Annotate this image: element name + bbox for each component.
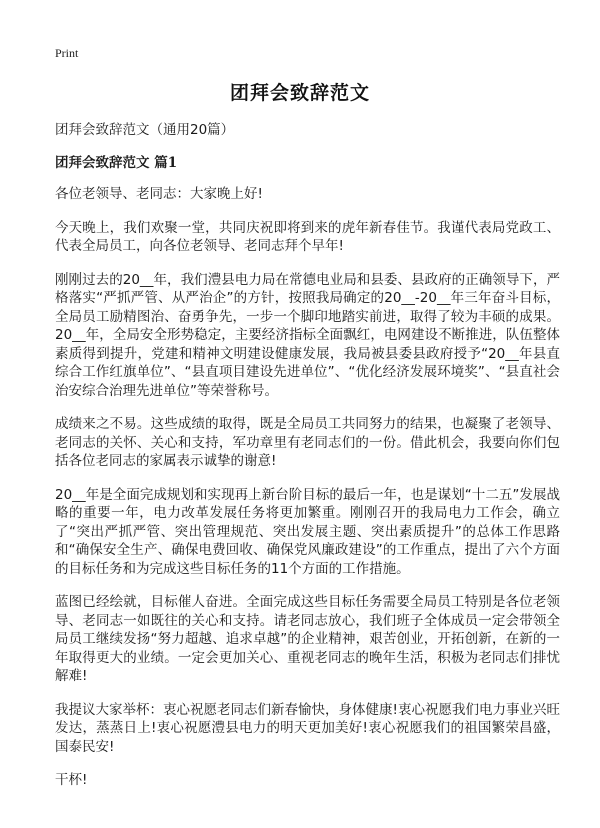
- article-subtitle: 团拜会致辞范文（通用20篇）: [55, 122, 235, 138]
- paragraph-toast: 我提议大家举杯：衷心祝愿老同志们新春愉快，身体健康!衷心祝愿我们电力事业兴旺发达，蒸蒸日上!衷心祝愿澧县电力的明天更加美好!衷心祝愿我们的祖国繁荣昌盛，国泰民安!: [55, 701, 560, 755]
- paragraph-plans: 20__年是全面完成规划和实现再上新台阶目标的最后一年，也是谋划“十二五”发展战略的重要一年，电力改革发展任务将更加繁重。刚刚召开的我局电力工作会，确立了“突出严抓严管、突出管理规范、突出发展主题、突出素质提升”的总体工作思路和“确保安全生产、确保电费回收、确保党风廉政建设”的工作重点，提出了六个方面的目标任务和为完成这些目标任务的11个方面的工作措施。: [55, 486, 560, 577]
- section-heading: 团拜会致辞范文 篇1: [55, 154, 178, 171]
- article-body: [55, 121, 560, 805]
- print-link[interactable]: Print: [55, 46, 79, 60]
- paragraph-achievements: 刚刚过去的20__年，我们澧县电力局在常德电业局和县委、县政府的正确领导下，严格落实“严抓严管、从严治企”的方针，按照我局确定的20__-20__年三年奋斗目标，全局员工励精图治、奋勇争先，一步一个脚印地踏实前进，取得了较为丰硕的成果。20__年，全局安全形势稳定，主要经济指标全面飘红，电网建设不断推进，队伍整体素质得到提升，党建和精神文明建设健康发展，我局被县委县政府授予“20__年县直综合工作红旗单位”、“县直项目建设先进单位”、“优化经济发展环境奖”、“县直社会治安综合治理先进单位”等荣誉称号。: [55, 271, 560, 399]
- paragraph-gratitude: 成绩来之不易。这些成绩的取得，既是全局员工共同努力的结果，也凝聚了老领导、老同志的关怀、关心和支持，军功章里有老同志们的一份。借此机会，我要向你们包括各位老同志的家属表示诚挚的谢意!: [55, 416, 560, 469]
- paragraph-cheers: 干杯!: [55, 772, 88, 788]
- paragraph-commitment: 蓝图已经绘就，目标催人奋进。全面完成这些目标任务需要全局员工特别是各位老领导、老同志一如既往的关心和支持。请老同志放心，我们班子全体成员一定会带领全局员工继续发扬“努力超越、追求卓越”的企业精神，艰苦创业，开拓创新，在新的一年取得更大的业绩。一定会更加关心、重视老同志的晚年生活，积极为老同志们排忧解难!: [55, 594, 560, 684]
- paragraph-greeting: 各位老领导、老同志：大家晚上好!: [55, 186, 263, 202]
- paragraph-intro: 今天晚上，我们欢聚一堂，共同庆祝即将到来的虎年新春佳节。我谨代表局党政工、代表全局员工，向各位老领导、老同志拜个早年!: [55, 219, 560, 254]
- page-title: 团拜会致辞范文: [229, 82, 370, 104]
